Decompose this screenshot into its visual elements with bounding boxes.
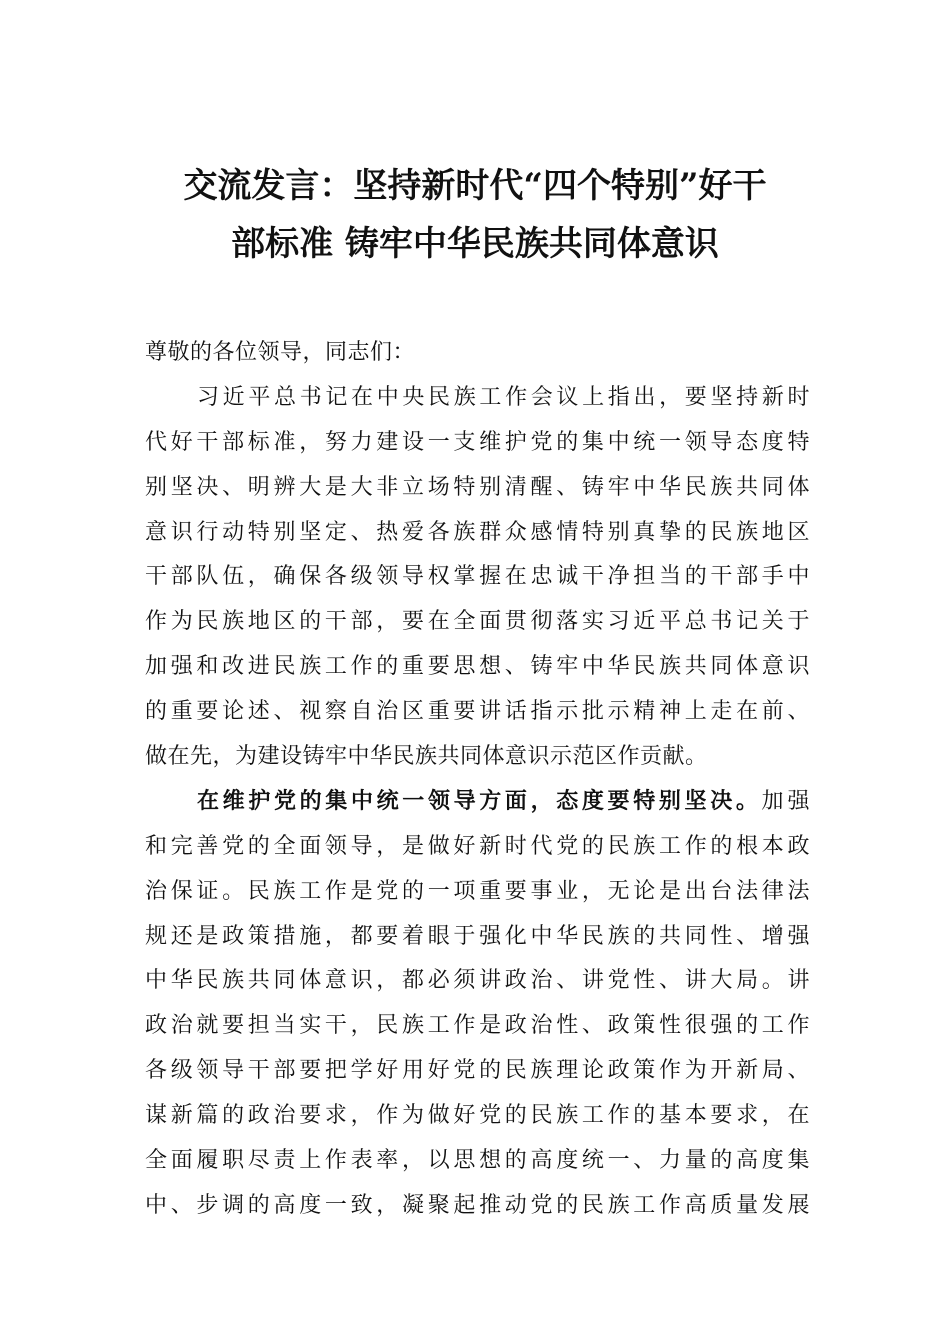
paragraph-line: 作为民族地区的干部，要在全面贯彻落实习近平总书记关于 (145, 609, 810, 635)
paragraph-1 (145, 376, 810, 780)
document-title-line-2: 部标准 铸牢中华民族共同体意识 (231, 224, 719, 264)
salutation: 尊敬的各位领导，同志们： (145, 340, 416, 365)
paragraph-line: 和完善党的全面领导，是做好新时代党的民族工作的根本政 (145, 833, 810, 859)
document-body (145, 331, 810, 1229)
document-title-line-1: 交流发言：坚持新时代“四个特别”好干 (183, 166, 767, 206)
paragraph-line: 加强和改进民族工作的重要思想、铸牢中华民族共同体意识 (145, 654, 810, 680)
paragraph-lead-sentence: 在维护党的集中统一领导方面，态度要特别坚决。 (197, 788, 762, 814)
paragraph-line: 谋新篇的政治要求，作为做好党的民族工作的基本要求，在 (145, 1103, 810, 1129)
paragraph-line: 各级领导干部要把学好用好党的民族理论政策作为开新局、 (145, 1058, 810, 1084)
paragraph-2 (145, 780, 810, 1229)
paragraph-line: 规还是政策措施，都要着眼于强化中华民族的共同性、增强 (145, 923, 810, 949)
paragraph-line (145, 780, 810, 825)
paragraph-line: 别坚决、明辨大是大非立场特别清醒、铸牢中华民族共同体 (145, 474, 810, 500)
paragraph-line: 代好干部标准，努力建设一支维护党的集中统一领导态度特 (145, 429, 810, 455)
paragraph-line: 的重要论述、视察自治区重要讲话指示批示精神上走在前、 (145, 699, 810, 725)
paragraph-line: 意识行动特别坚定、热爱各族群众感情特别真挚的民族地区 (145, 519, 810, 545)
paragraph-line: 中、步调的高度一致，凝聚起推动党的民族工作高质量发展 (145, 1192, 810, 1218)
paragraph-line: 习近平总书记在中央民族工作会议上指出，要坚持新时 (197, 384, 810, 410)
paragraph-line: 做在先，为建设铸牢中华民族共同体意识示范区作贡献。 (145, 744, 708, 770)
paragraph-line: 中华民族共同体意识，都必须讲政治、讲党性、讲大局。讲 (145, 968, 810, 994)
paragraph-line: 全面履职尽责上作表率，以思想的高度统一、力量的高度集 (145, 1148, 810, 1174)
paragraph-line: 政治就要担当实干，民族工作是政治性、政策性很强的工作 (145, 1013, 810, 1039)
paragraph-line: 治保证。民族工作是党的一项重要事业，无论是出台法律法 (145, 878, 810, 904)
paragraph-line: 干部队伍，确保各级领导权掌握在忠诚干净担当的干部手中 (145, 564, 810, 590)
paragraph-text: 加强 (761, 788, 810, 814)
